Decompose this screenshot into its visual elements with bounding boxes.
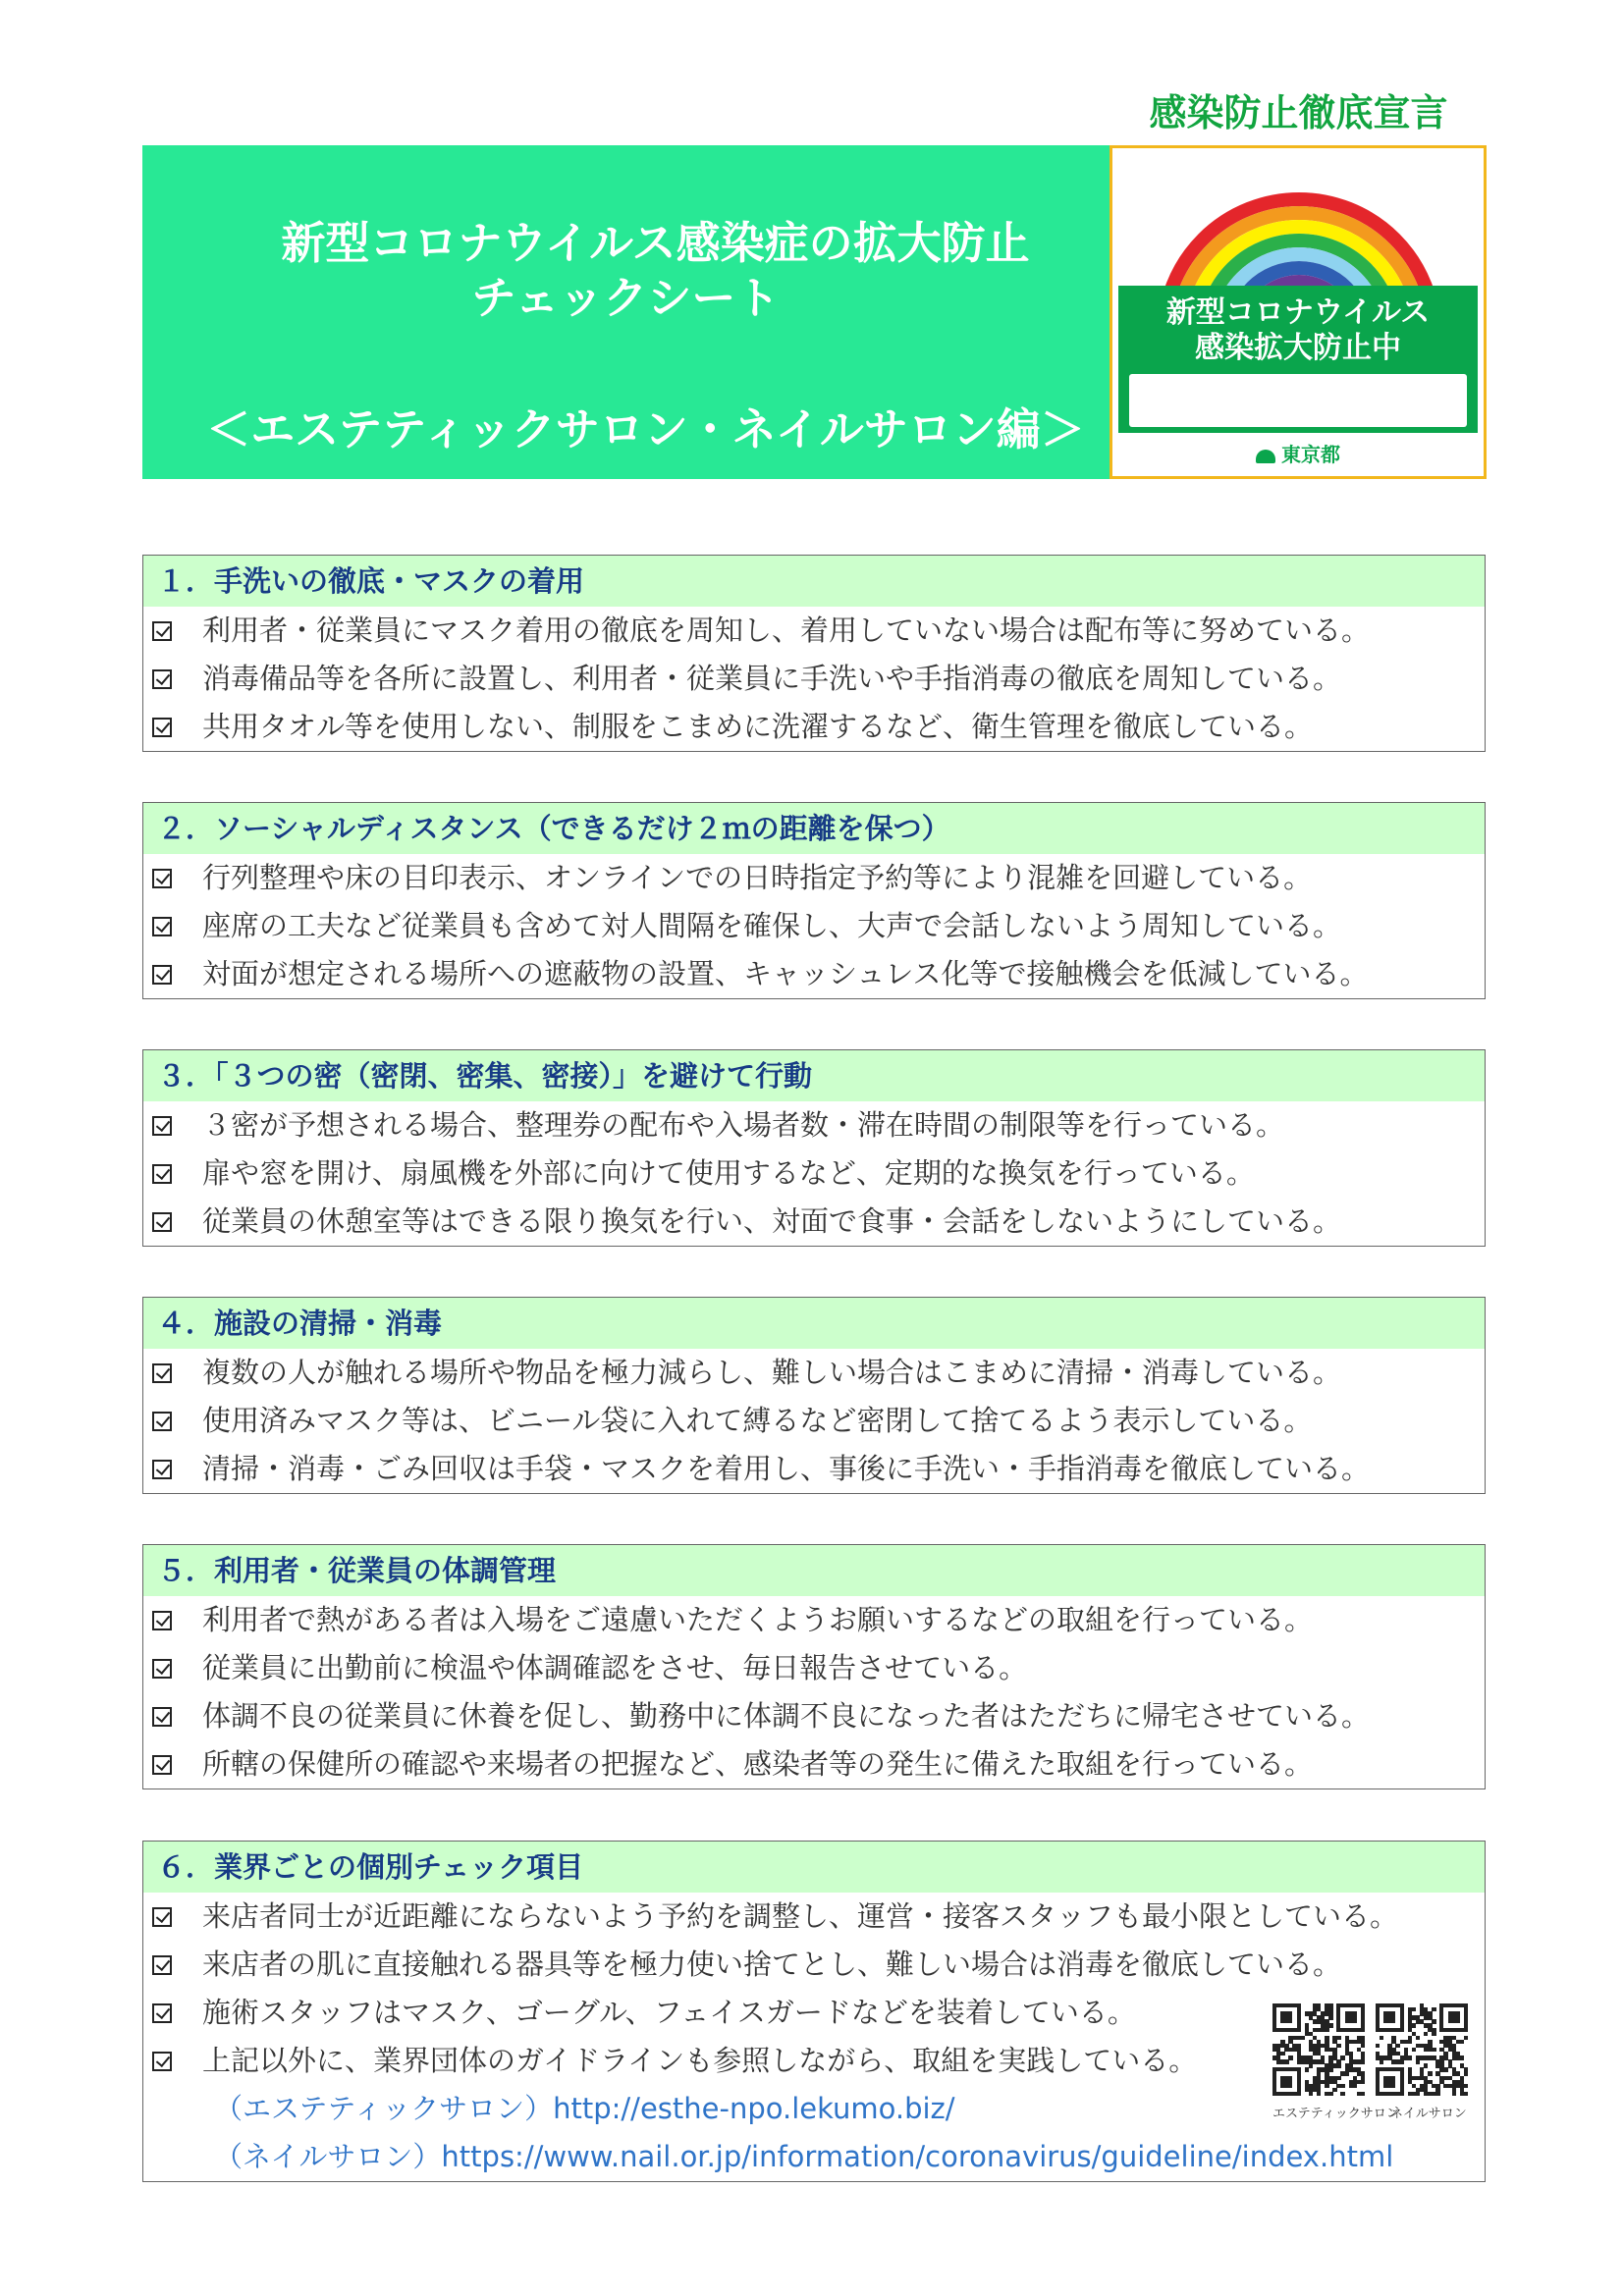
check-item-text: 従業員の休憩室等はできる限り換気を行い、対面で食事・会話をしないようにしている。 [202,1204,1342,1238]
checked-checkbox-icon[interactable] [152,2003,172,2023]
section-heading: １．手洗いの徹底・マスクの着用 [143,556,1485,607]
check-item [143,854,1485,902]
check-item [143,1349,1485,1397]
check-item-text: 使用済みマスク等は、ビニール袋に入れて縛るなど密閉して捨てるよう表示している。 [202,1404,1313,1437]
checked-checkbox-icon[interactable] [152,1659,172,1679]
check-item [143,902,1485,950]
check-item [143,703,1485,751]
checked-checkbox-icon[interactable] [152,1412,172,1431]
check-item-text: 来店者同士が近距離にならないよう予約を調整し、運営・接客スタッフも最小限としている。 [202,1899,1399,1933]
title-banner [142,145,1110,479]
checked-checkbox-icon[interactable] [152,869,172,888]
check-item-text: 消毒備品等を各所に設置し、利用者・従業員に手洗いや手指消毒の徹底を周知している。 [202,662,1342,695]
banner-subtitle: ＜エステティックサロン・ネイルサロン編＞ [206,403,1085,455]
checked-checkbox-icon[interactable] [152,1907,172,1927]
check-item-text: 対面が想定される場所への遮蔽物の設置、キャッシュレス化等で接触機会を低減している。 [202,957,1369,990]
check-item [143,1198,1485,1246]
check-item [143,1397,1485,1445]
section-three-cs [142,1049,1486,1247]
check-item [143,1445,1485,1493]
esthe-guideline-link[interactable]: （エステティックサロン）http://esthe-npo.lekumo.biz/ [214,2092,955,2125]
check-item [143,655,1485,703]
infection-prevention-sticker [1110,145,1487,479]
check-item [143,1101,1485,1149]
section-social-distance [142,802,1486,999]
declaration-title: 感染防止徹底宣言 [1149,91,1448,134]
check-item-text: 共用タオル等を使用しない、制服をこまめに洗濯するなど、衛生管理を徹底している。 [202,710,1314,743]
check-item-text: 複数の人が触れる場所や物品を極力減らし、難しい場合はこまめに清掃・消毒している。 [202,1356,1342,1389]
section-heading: ３．「３つの密（密閉、密集、密接）」を避けて行動 [143,1050,1485,1101]
checked-checkbox-icon[interactable] [152,1755,172,1775]
nail-qr-code-icon[interactable] [1376,2003,1468,2096]
checked-checkbox-icon[interactable] [152,965,172,985]
checked-checkbox-icon[interactable] [152,1460,172,1479]
check-item [143,1596,1485,1644]
checked-checkbox-icon[interactable] [152,1955,172,1975]
checked-checkbox-icon[interactable] [152,1611,172,1630]
checked-checkbox-icon[interactable] [152,669,172,689]
check-item-text: 施術スタッフはマスク、ゴーグル、フェイスガードなどを装着している。 [202,1996,1136,2029]
qr-label-esthe: エステティックサロン [1272,2107,1399,2121]
check-item-text: 扉や窓を開け、扇風機を外部に向けて使用するなど、定期的な換気を行っている。 [202,1156,1255,1190]
check-item-text: 従業員に出勤前に検温や体調確認をさせ、毎日報告させている。 [202,1651,1028,1684]
section-cleaning [142,1297,1486,1494]
section-heading: ６．業界ごとの個別チェック項目 [143,1842,1485,1893]
check-item [143,1893,1485,1941]
check-item-text: 所轄の保健所の確認や来場者の把握など、感染者等の発生に備えた取組を行っている。 [202,1747,1314,1781]
checked-checkbox-icon[interactable] [152,1363,172,1383]
banner-title-line2: チェックシート [471,272,781,324]
check-item-text: 上記以外に、業界団体のガイドラインも参照しながら、取組を実践している。 [202,2044,1198,2077]
checked-checkbox-icon[interactable] [152,1116,172,1136]
check-item-text: 清掃・消毒・ごみ回収は手袋・マスクを着用し、事後に手洗い・手指消毒を徹底している。 [202,1452,1371,1485]
checked-checkbox-icon[interactable] [152,718,172,737]
check-item-text: 行列整理や床の目印表示、オンラインでの日時指定予約等により混雑を回避している。 [202,861,1313,894]
check-item [143,1941,1485,1989]
sticker-line1: 新型コロナウイルス [1165,295,1431,330]
section-industry-checks [142,1841,1486,2182]
section-heading: ４．施設の清掃・消毒 [143,1298,1485,1349]
checked-checkbox-icon[interactable] [152,1212,172,1232]
check-item-text: 利用者・従業員にマスク着用の徹底を周知し、着用していない場合は配布等に努めている。 [202,614,1371,647]
sticker-green-panel [1118,286,1478,433]
check-item [143,607,1485,655]
check-item-text: 利用者で熱がある者は入場をご遠慮いただくようお願いするなどの取組を行っている。 [202,1603,1314,1636]
section-heading: ２．ソーシャルディスタンス（できるだけ２ｍの距離を保つ） [143,803,1485,854]
sticker-blank-field [1129,374,1467,427]
section-handwashing [142,555,1486,752]
check-item-text: ３密が予想される場合、整理券の配布や入場者数・滞在時間の制限等を行っている。 [202,1108,1285,1142]
check-item-text: 座席の工夫など従業員も含めて対人間隔を確保し、大声で会話しないよう周知している。 [202,909,1342,942]
sticker-issuer [1112,441,1484,468]
checked-checkbox-icon[interactable] [152,1164,172,1184]
checked-checkbox-icon[interactable] [152,621,172,641]
tokyo-ginkgo-icon [1256,450,1275,463]
section-heading: ５．利用者・従業員の体調管理 [143,1545,1485,1596]
esthe-qr-code-icon[interactable] [1272,2003,1365,2096]
check-item-text: 体調不良の従業員に休養を促し、勤務中に体調不良になった者はただちに帰宅させている。 [202,1699,1371,1733]
check-item [143,1692,1485,1740]
check-item [143,1644,1485,1692]
qr-label-nail: ネイルサロン [1390,2107,1467,2121]
check-item-text: 来店者の肌に直接触れる器具等を極力使い捨てとし、難しい場合は消毒を徹底している。 [202,1948,1342,1981]
checked-checkbox-icon[interactable] [152,2052,172,2071]
checked-checkbox-icon[interactable] [152,917,172,936]
issuer-label: 東京都 [1281,443,1340,466]
check-item [143,1149,1485,1198]
check-item [143,1740,1485,1789]
section-health-management [142,1544,1486,1789]
banner-title-line1: 新型コロナウイルス感染症の拡大防止 [281,217,1030,269]
check-item [143,950,1485,998]
nail-guideline-link[interactable]: （ネイルサロン）https://www.nail.or.jp/information/coronavirus/guideline/index.html [214,2140,1394,2173]
sticker-line2: 感染拡大防止中 [1195,331,1401,365]
checked-checkbox-icon[interactable] [152,1707,172,1727]
